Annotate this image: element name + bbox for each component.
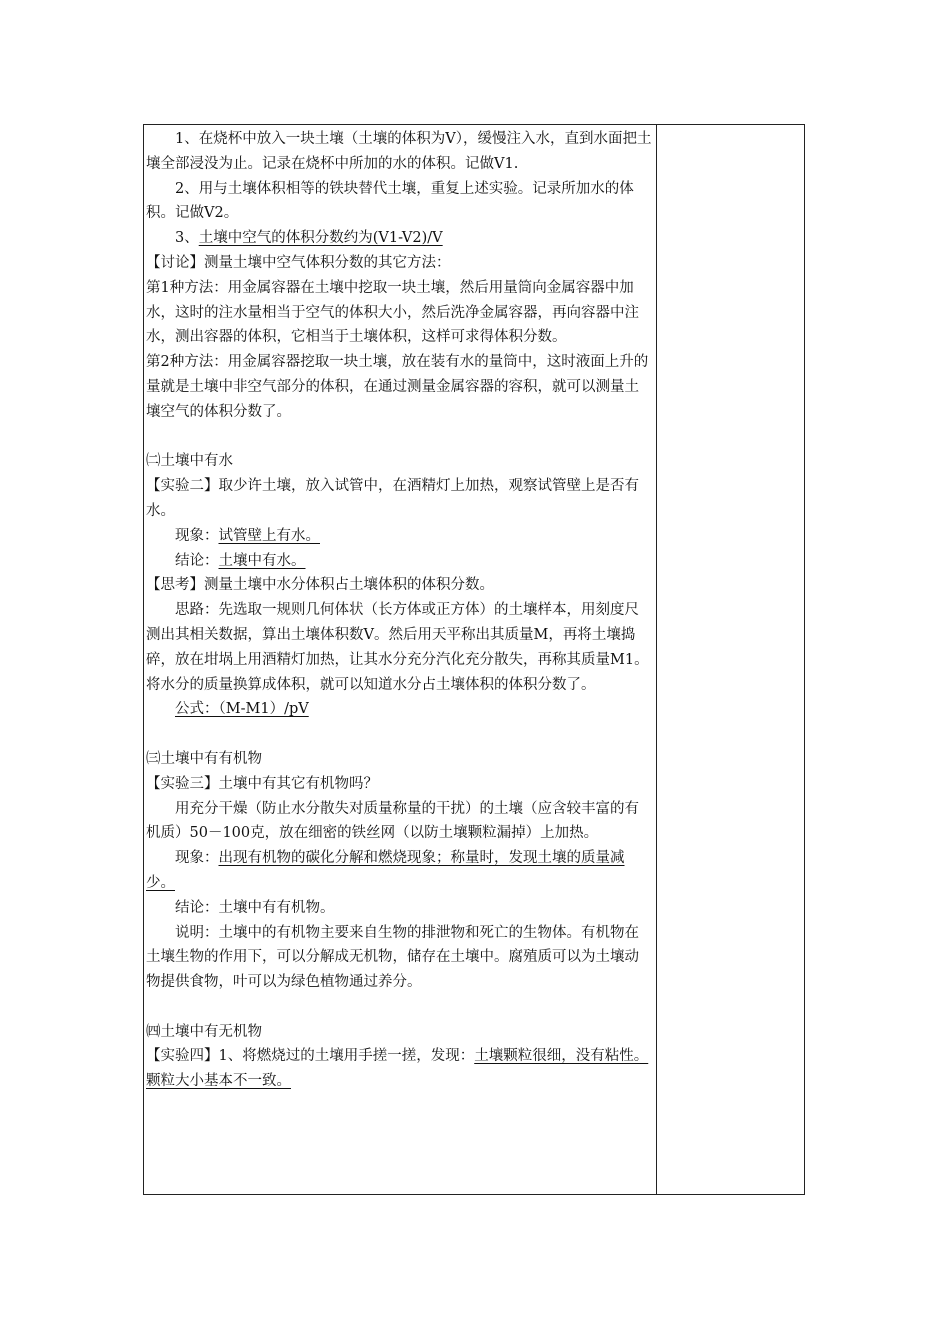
think-paragraph: 【思考】测量土壤中水分体积占土壤体积的体积分数。 [146,577,494,594]
step-3-paragraph [146,226,652,251]
document-table [143,124,805,1195]
formula-text: 公式：（M-M1）/pV [175,701,309,718]
experiment-2-observation [146,524,652,549]
column-divider [656,125,657,1194]
experiment-2-conclusion [146,549,652,574]
think-idea-paragraph: 思路：先选取一规则几何体状（长方体或正方体）的土壤样本，用刻度尺测出其相关数据，算出土壤体积数V。然后用天平称出其质量M，再将土壤捣碎，放在坩埚上用酒精灯加热，让其水分充分汽化充分散失，再称其质量M1。将水分的质量换算成体积，就可以知道水分占土壤体积的体积分数了。 [146,602,649,693]
section-heading-organic: ㈢土壤中有有机物 [146,750,262,767]
main-content-cell [146,127,652,1094]
observation-label: 现象： [175,850,219,867]
experiment-4-prefix: 【实验四】1、将燃烧过的土壤用手搓一搓，发现： [146,1048,475,1065]
experiment-2-paragraph: 【实验二】取少许土壤，放入试管中，在酒精灯上加热，观察试管壁上是否有水。 [146,478,639,519]
conclusion-text: 土壤中有水。 [218,552,306,569]
step-2-paragraph: 2、用与土壤体积相等的铁块替代土壤，重复上述实验。记录所加水的体积。记做V2。 [146,180,634,222]
conclusion-label: 结论： [175,552,219,569]
observation-label: 现象： [175,527,219,544]
experiment-3-title: 【实验三】土壤中有其它有机物吗？ [146,775,378,792]
discussion-method-2: 第2种方法：用金属容器挖取一块土壤，放在装有水的量筒中，这时液面上升的量就是土壤中非空气部分的体积，在通过测量金属容器的容积，就可以测量土壤空气的体积分数了。 [146,354,649,420]
air-fraction-result: 土壤中空气的体积分数约为(V1-V2)/V [198,230,443,247]
observation-text: 试管壁上有水。 [218,527,320,544]
section-heading-inorganic: ㈣土壤中有无机物 [146,1023,262,1040]
observation-text: 出现有机物的碳化分解和燃烧现象；称量时，发现土壤的质量减少。 [146,850,625,891]
formula-line [146,697,652,722]
blank-line [146,722,652,747]
experiment-3-conclusion: 结论：土壤中有有机物。 [175,899,335,916]
step-1-paragraph: 1、在烧杯中放入一块土壤（土壤的体积为V），缓慢注入水，直到水面把土壤全部浸没为止。记录在烧杯中所加的水的体积。记做V1. [146,131,652,172]
section-heading-water: ㈡土壤中有水 [146,453,233,470]
experiment-4-paragraph [146,1044,652,1094]
experiment-3-note: 说明：土壤中的有机物主要来自生物的排泄物和死亡的生物体。有机物在土壤生物的作用下，可以分解成无机物，储存在土壤中。腐殖质可以为土壤动物提供食物，叶可以为绿色植物通过养分。 [146,924,639,991]
blank-line [146,995,652,1020]
experiment-4-finding: 土壤颗粒很细，没有粘性。颗粒大小基本不一致。 [146,1048,649,1090]
discussion-title: 【讨论】测量土壤中空气体积分数的其它方法： [146,254,451,271]
discussion-method-1: 第1种方法：用金属容器在土壤中挖取一块土壤，然后用量筒向金属容器中加水，这时的注水量相当于空气的体积大小，然后洗净金属容器，再向容器中注水，测出容器的体积，它相当于土壤体积，这样可求得体积分数。 [146,279,639,346]
experiment-3-observation [146,846,652,896]
experiment-3-body: 用充分干燥（防止水分散失对质量称量的干扰）的土壤（应含较丰富的有机质）50－100克，放在细密的铁丝网（以防土壤颗粒漏掉）上加热。 [146,800,639,842]
step-3-prefix: 3、 [175,230,199,247]
blank-line [146,425,652,450]
